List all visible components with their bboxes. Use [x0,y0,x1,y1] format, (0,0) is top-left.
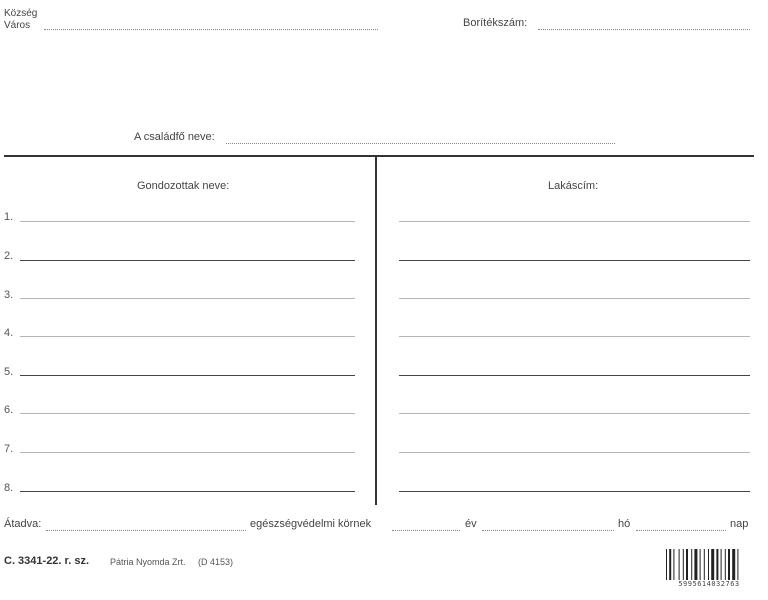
row-number: 6. [4,404,14,416]
row-number: 5. [4,366,14,378]
address-line[interactable] [399,298,750,299]
row-number: 4. [4,327,14,339]
barcode-bar [704,549,705,580]
name-line[interactable] [20,336,355,337]
barcode [664,549,754,589]
address-line[interactable] [399,336,750,337]
barcode-bar [673,549,674,580]
ev-label: év [465,518,477,530]
name-line[interactable] [20,221,355,222]
row-number: 8. [4,482,14,494]
name-line[interactable] [20,260,355,261]
row-number: 3. [4,289,14,301]
name-line[interactable] [20,452,355,453]
name-line[interactable] [20,413,355,414]
kozseg-varos-fill-line[interactable] [44,29,378,30]
nap-label: nap [730,518,749,530]
barcode-bar [686,549,688,580]
kozseg-label: Község [4,8,38,19]
barcode-bar [721,549,722,580]
address-line[interactable] [399,491,750,492]
boritekszam-fill-line[interactable] [538,29,750,30]
gondozottak-header: Gondozottak neve: [137,180,230,192]
form-code: C. 3341-22. r. sz. [4,555,89,567]
barcode-bar [700,549,701,580]
barcode-bar [716,549,718,580]
barcode-bar [708,549,709,580]
ho-label: hó [618,518,631,530]
name-line[interactable] [20,298,355,299]
address-line[interactable] [399,452,750,453]
address-line[interactable] [399,375,750,376]
name-line[interactable] [20,375,355,376]
varos-label: Város [4,20,31,31]
barcode-bar [694,549,697,580]
print-code: (D 4153) [198,557,234,567]
row-number: 1. [4,211,14,223]
address-line[interactable] [399,221,750,222]
printer-name: Pátria Nyomda Zrt. [110,557,186,567]
barcode-bar [725,549,726,580]
onkorm-label: egészségvédelmi körnek [250,518,372,530]
barcode-bar [683,549,684,580]
ho-fill-line[interactable] [482,530,614,531]
barcode-bar [711,549,714,580]
table-center-divider [375,156,377,505]
barcode-bar [691,549,692,580]
address-line[interactable] [399,413,750,414]
name-line[interactable] [20,491,355,492]
barcode-bar [679,549,680,580]
atadva-label: Átadva: [4,518,42,530]
row-number: 7. [4,443,14,455]
atadva-fill-line[interactable] [46,530,246,531]
csaladfo-fill-line[interactable] [226,143,615,144]
ev-fill-line[interactable] [392,530,460,531]
barcode-number: 5995614032763 [664,580,754,588]
address-line[interactable] [399,260,750,261]
barcode-bar [728,549,730,580]
nap-fill-line[interactable] [636,530,726,531]
csaladfo-label: A családfő neve: [134,131,215,143]
boritekszam-label: Borítékszám: [463,17,528,29]
lakascim-header: Lakáscím: [548,180,599,192]
table-top-rule [4,155,754,157]
row-number: 2. [4,250,14,262]
